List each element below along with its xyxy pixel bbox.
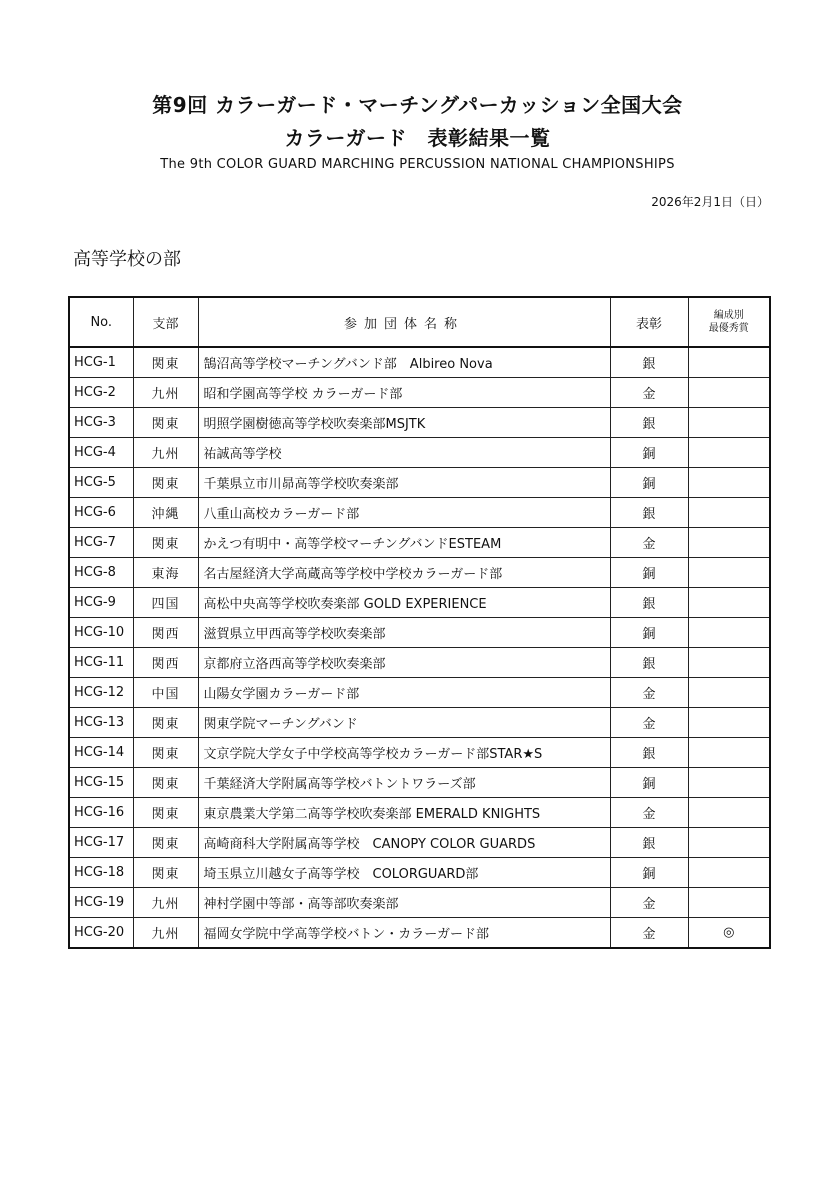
cell-no: HCG-3 — [69, 408, 133, 438]
document-title-line2: カラーガード 表彰結果一覧 — [284, 126, 551, 150]
table-row — [69, 498, 770, 528]
header-special-line1: 編成別 — [713, 310, 744, 321]
table-row — [69, 618, 770, 648]
cell-no: HCG-5 — [69, 468, 133, 498]
document-title-line1: 第9回 カラーガード・マーチングパーカッション全国大会 — [152, 93, 683, 117]
cell-award: 銀 — [610, 408, 688, 438]
header-special-line2: 最優秀賞 — [708, 323, 749, 334]
cell-branch: 九州 — [133, 888, 198, 918]
cell-special-award — [688, 438, 770, 468]
cell-branch: 中国 — [133, 678, 198, 708]
cell-branch: 九州 — [133, 438, 198, 468]
cell-special-award — [688, 588, 770, 618]
cell-no: HCG-20 — [69, 918, 133, 949]
cell-award: 銅 — [610, 858, 688, 888]
cell-branch: 四国 — [133, 588, 198, 618]
cell-name: 高松中央高等学校吹奏楽部 GOLD EXPERIENCE — [198, 588, 610, 618]
english-subtitle: The 9th COLOR GUARD MARCHING PERCUSSION NATIONAL CHAMPIONSHIPS — [160, 157, 675, 172]
cell-branch: 九州 — [133, 378, 198, 408]
cell-award: 金 — [610, 708, 688, 738]
cell-name: 昭和学園高等学校 カラーガード部 — [198, 378, 610, 408]
cell-no: HCG-15 — [69, 768, 133, 798]
cell-no: HCG-2 — [69, 378, 133, 408]
table-row — [69, 588, 770, 618]
cell-award: 銀 — [610, 347, 688, 378]
table-row — [69, 528, 770, 558]
header-no: No. — [69, 297, 133, 347]
table-row — [69, 468, 770, 498]
header-name: 参加団体名称 — [198, 297, 610, 347]
cell-special-award — [688, 347, 770, 378]
cell-branch: 関東 — [133, 408, 198, 438]
cell-no: HCG-17 — [69, 828, 133, 858]
table-row — [69, 798, 770, 828]
cell-no: HCG-7 — [69, 528, 133, 558]
cell-name: 滋賀県立甲西高等学校吹奏楽部 — [198, 618, 610, 648]
table-row — [69, 378, 770, 408]
cell-special-award: ◎ — [688, 918, 770, 949]
table-row — [69, 347, 770, 378]
cell-branch: 関西 — [133, 618, 198, 648]
table-row — [69, 678, 770, 708]
cell-no: HCG-8 — [69, 558, 133, 588]
table-row — [69, 858, 770, 888]
cell-award: 銀 — [610, 588, 688, 618]
cell-branch: 関東 — [133, 528, 198, 558]
cell-award: 銅 — [610, 768, 688, 798]
cell-award: 銅 — [610, 618, 688, 648]
cell-name: 明照学園樹徳高等学校吹奏楽部MSJTK — [198, 408, 610, 438]
cell-award: 金 — [610, 528, 688, 558]
section-title: 高等学校の部 — [73, 249, 181, 270]
cell-special-award — [688, 378, 770, 408]
cell-no: HCG-4 — [69, 438, 133, 468]
cell-branch: 関東 — [133, 828, 198, 858]
cell-award: 金 — [610, 678, 688, 708]
cell-name: 高崎商科大学附属高等学校 CANOPY COLOR GUARDS — [198, 828, 610, 858]
cell-no: HCG-18 — [69, 858, 133, 888]
cell-name: 山陽女学園カラーガード部 — [198, 678, 610, 708]
cell-special-award — [688, 708, 770, 738]
cell-special-award — [688, 888, 770, 918]
cell-branch: 関東 — [133, 858, 198, 888]
cell-award: 銀 — [610, 828, 688, 858]
cell-branch: 沖縄 — [133, 498, 198, 528]
cell-name: 京都府立洛西高等学校吹奏楽部 — [198, 648, 610, 678]
cell-special-award — [688, 738, 770, 768]
cell-award: 銀 — [610, 648, 688, 678]
cell-no: HCG-6 — [69, 498, 133, 528]
cell-name: 福岡女学院中学高等学校バトン・カラーガード部 — [198, 918, 610, 949]
table-row — [69, 828, 770, 858]
cell-special-award — [688, 768, 770, 798]
event-date: 2026年2月1日（日） — [651, 195, 769, 209]
cell-branch: 関西 — [133, 648, 198, 678]
cell-award: 銅 — [610, 438, 688, 468]
table-row — [69, 888, 770, 918]
cell-special-award — [688, 528, 770, 558]
table-row — [69, 708, 770, 738]
cell-name: 千葉経済大学附属高等学校バトントワラーズ部 — [198, 768, 610, 798]
cell-branch: 関東 — [133, 708, 198, 738]
table-row — [69, 408, 770, 438]
cell-award: 銅 — [610, 468, 688, 498]
cell-award: 銅 — [610, 558, 688, 588]
table-row — [69, 918, 770, 949]
table-row — [69, 738, 770, 768]
cell-award: 金 — [610, 378, 688, 408]
cell-branch: 関東 — [133, 468, 198, 498]
cell-no: HCG-14 — [69, 738, 133, 768]
results-body — [69, 347, 770, 948]
cell-name: 千葉県立市川昴高等学校吹奏楽部 — [198, 468, 610, 498]
cell-award: 銀 — [610, 738, 688, 768]
cell-name: 関東学院マーチングバンド — [198, 708, 610, 738]
cell-special-award — [688, 558, 770, 588]
cell-special-award — [688, 858, 770, 888]
table-header-row — [69, 297, 770, 347]
cell-name: 名古屋経済大学高蔵高等学校中学校カラーガード部 — [198, 558, 610, 588]
cell-special-award — [688, 618, 770, 648]
cell-branch: 東海 — [133, 558, 198, 588]
table-row — [69, 648, 770, 678]
cell-branch: 関東 — [133, 798, 198, 828]
cell-name: 文京学院大学女子中学校高等学校カラーガード部STAR★S — [198, 738, 610, 768]
table-row — [69, 558, 770, 588]
cell-no: HCG-12 — [69, 678, 133, 708]
cell-branch: 関東 — [133, 738, 198, 768]
cell-award: 金 — [610, 888, 688, 918]
cell-name: 鵠沼高等学校マーチングバンド部 Albireo Nova — [198, 347, 610, 378]
cell-branch: 九州 — [133, 918, 198, 949]
header-branch: 支部 — [133, 297, 198, 347]
cell-no: HCG-9 — [69, 588, 133, 618]
cell-special-award — [688, 408, 770, 438]
cell-branch: 関東 — [133, 768, 198, 798]
cell-special-award — [688, 678, 770, 708]
cell-award: 銀 — [610, 498, 688, 528]
header-award: 表彰 — [610, 297, 688, 347]
cell-no: HCG-16 — [69, 798, 133, 828]
cell-name: 埼玉県立川越女子高等学校 COLORGUARD部 — [198, 858, 610, 888]
cell-name: 神村学園中等部・高等部吹奏楽部 — [198, 888, 610, 918]
cell-no: HCG-1 — [69, 347, 133, 378]
cell-special-award — [688, 648, 770, 678]
cell-no: HCG-10 — [69, 618, 133, 648]
results-table — [68, 296, 771, 949]
cell-branch: 関東 — [133, 347, 198, 378]
cell-name: 祐誠高等学校 — [198, 438, 610, 468]
header-special-award — [688, 297, 770, 347]
cell-award: 金 — [610, 798, 688, 828]
table-row — [69, 438, 770, 468]
table-row — [69, 768, 770, 798]
cell-special-award — [688, 828, 770, 858]
cell-special-award — [688, 498, 770, 528]
cell-award: 金 — [610, 918, 688, 949]
cell-no: HCG-19 — [69, 888, 133, 918]
cell-no: HCG-11 — [69, 648, 133, 678]
cell-special-award — [688, 468, 770, 498]
cell-name: 八重山高校カラーガード部 — [198, 498, 610, 528]
cell-name: 東京農業大学第二高等学校吹奏楽部 EMERALD KNIGHTS — [198, 798, 610, 828]
cell-no: HCG-13 — [69, 708, 133, 738]
cell-special-award — [688, 798, 770, 828]
cell-name: かえつ有明中・高等学校マーチングバンドESTEAM — [198, 528, 610, 558]
